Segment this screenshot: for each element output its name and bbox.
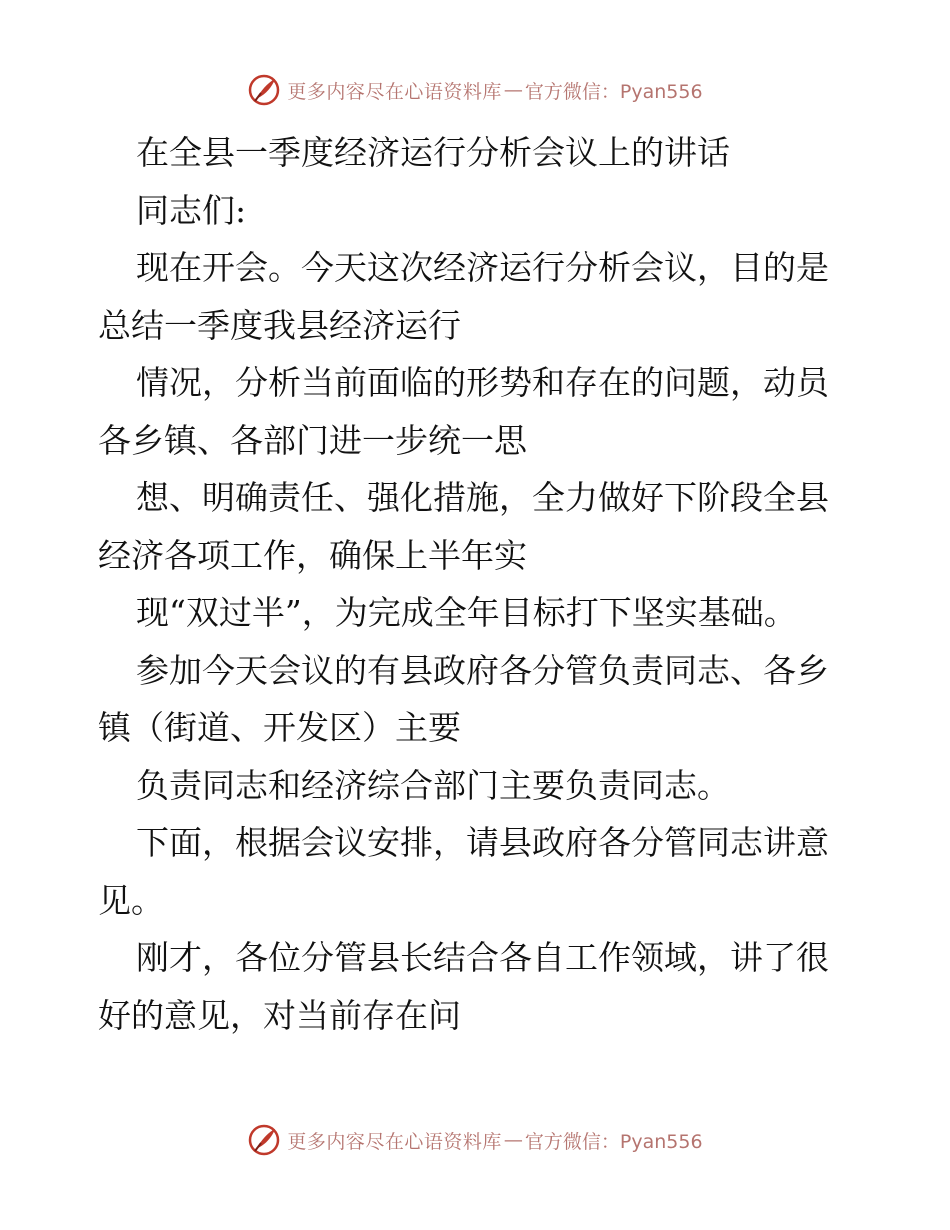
text-line: 经济各项工作，确保上半年实: [98, 535, 527, 575]
banner-separator: —: [503, 79, 523, 101]
footer-banner: [0, 1122, 950, 1158]
text-line: 刚才，各位分管县长结合各自工作领域，讲了很: [136, 938, 829, 977]
text-line: 现在开会。今天这次经济运行分析会议，目的是: [136, 248, 829, 287]
text-line: 总结一季度我县经济运行: [98, 305, 461, 345]
banner-text: 更多内容尽在心语资料库: [287, 80, 502, 103]
text-line: 负责同志和经济综合部门主要负责同志。: [136, 765, 730, 805]
banner-text: 更多内容尽在心语资料库: [287, 1130, 502, 1153]
salutation: 同志们:: [136, 190, 247, 230]
document-title: 在全县一季度经济运行分析会议上的讲话: [136, 133, 730, 172]
text-line: 见。: [98, 880, 164, 920]
text-line: 现“双过半”，为完成全年目标打下坚实基础。: [136, 593, 797, 632]
feather-pen-logo-icon: [247, 1123, 281, 1157]
banner-separator: —: [503, 1129, 523, 1151]
text-line: 镇（街道、开发区）主要: [98, 708, 461, 747]
text-line: 各乡镇、各部门进一步统一思: [98, 420, 527, 460]
text-line: 下面，根据会议安排，请县政府各分管同志讲意: [136, 823, 829, 862]
header-banner: [0, 72, 950, 108]
text-line: 想、明确责任、强化措施，全力做好下阶段全县: [136, 478, 829, 517]
document-body: [98, 124, 858, 1044]
text-line: 参加今天会议的有县政府各分管负责同志、各乡: [136, 650, 829, 690]
text-line: 情况，分析当前面临的形势和存在的问题，动员: [136, 363, 829, 402]
text-line: 好的意见，对当前存在问: [98, 995, 461, 1035]
banner-contact: 官方微信：Pyan556: [524, 80, 703, 103]
banner-contact: 官方微信：Pyan556: [524, 1130, 703, 1153]
feather-pen-logo-icon: [247, 73, 281, 107]
